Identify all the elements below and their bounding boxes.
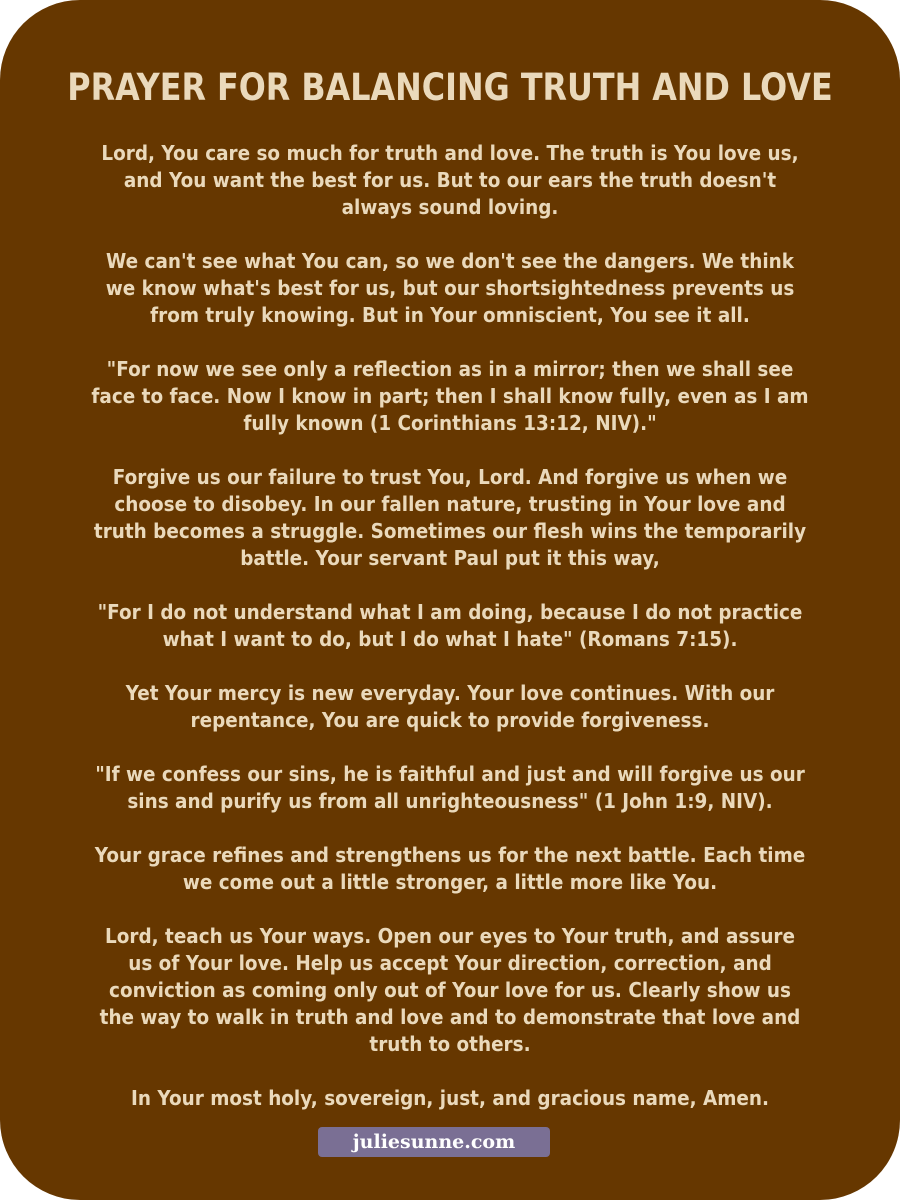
paragraph-2: We can't see what You can, so we don't see the dangers. We think we know what's best for us, but our shortsightedness prevents us from truly knowing. But in Your omniscient, You see it all. — [105, 249, 795, 327]
website-badge: juliesunne.com — [318, 1127, 550, 1157]
scripture-quote-romans: "For I do not understand what I am doing, because I do not practice what I want to do, but I do what I hate" (Romans 7:15). — [97, 600, 803, 651]
paragraph-9: Lord, teach us Your ways. Open our eyes to Your truth, and assure us of Your love. Help us accept Your direction, correction, and conviction as coming only out of Your love for us. Clearly show us the way to walk in truth and love and to demonstrate that love and truth to others. — [99, 924, 801, 1056]
prayer-body — [60, 140, 840, 1139]
scripture-quote-corinthians: "For now we see only a reflection as in a mirror; then we shall see face to face. Now I know in part; then I shall know fully, even as I am fully known (1 Corinthians 13:12, NIV)." — [91, 357, 809, 435]
page-title: PRAYER FOR BALANCING TRUTH AND LOVE — [67, 66, 833, 109]
scripture-quote-john: "If we confess our sins, he is faithful and just and will forgive us our sins and purify us from all unrighteousness" (1 John 1:9, NIV). — [95, 762, 805, 813]
paragraph-1: Lord, You care so much for truth and love. The truth is You love us, and You want the best for us. But to our ears the truth doesn't always sound loving. — [101, 141, 799, 219]
closing-amen: In Your most holy, sovereign, just, and gracious name, Amen. — [131, 1086, 769, 1110]
paragraph-6: Yet Your mercy is new everyday. Your love continues. With our repentance, You are quick to provide forgiveness. — [125, 681, 775, 732]
paragraph-8: Your grace refines and strengthens us for the next battle. Each time we come out a little stronger, a little more like You. — [94, 843, 806, 894]
paragraph-4: Forgive us our failure to trust You, Lord. And forgive us when we choose to disobey. In our fallen nature, trusting in Your love and truth becomes a struggle. Sometimes our flesh wins the temporarily battle. Your servant Paul put it this way, — [93, 465, 807, 570]
